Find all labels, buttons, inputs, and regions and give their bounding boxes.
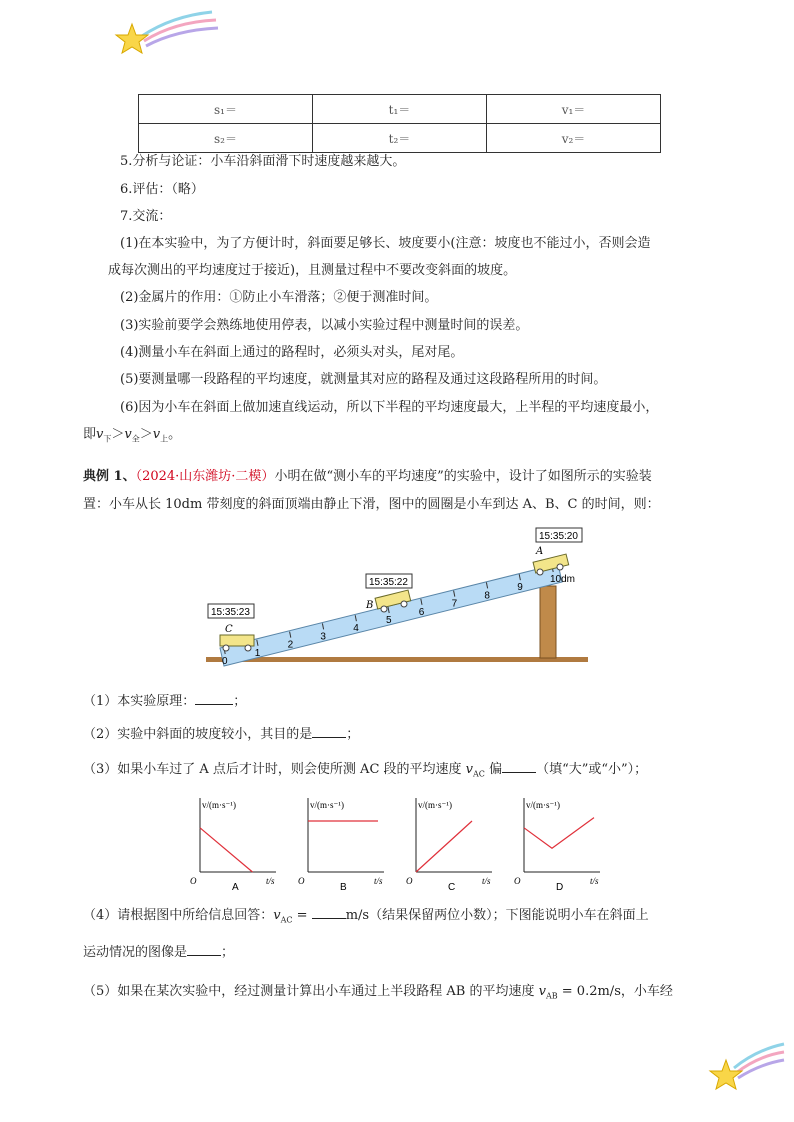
ruler-tick-label: 3: [320, 631, 326, 643]
table-cell: s₁＝: [139, 95, 313, 124]
graph-y-label: v/(m·s⁻¹): [202, 800, 236, 810]
ruler-tick-label: 4: [353, 623, 359, 635]
incline-figure: [200, 520, 600, 670]
graph-x-label: t/s: [482, 876, 491, 886]
question-4b: 运动情况的图像是 ；: [83, 945, 235, 960]
ruler-tick-label: 0: [222, 656, 228, 667]
point-3: (3)实验前要学会熟练地使用停表，以减小实验过程中测量时间的误差。: [120, 318, 529, 333]
table-row: [139, 124, 661, 153]
graph-origin: O: [190, 876, 197, 886]
step-5: 5.分析与论证：小车沿斜面滑下时速度越来越大。: [120, 154, 406, 169]
graph-option-label: C: [448, 882, 456, 893]
ruler-tick-label: 9: [517, 582, 523, 594]
graph-line: [200, 828, 253, 872]
graph-line: [416, 821, 472, 872]
ruler-tick-label: 1: [254, 647, 261, 659]
ruler-tick-label: 2: [287, 639, 294, 651]
question-1: （1）本实验原理： ；: [83, 694, 247, 709]
graph-option-label: A: [232, 882, 239, 893]
question-4a: （4）请根据图中所给信息回答：$v_{AC} = m/s$（结果保留两位小数）；下图能说明小车在斜面上: [83, 908, 649, 925]
example-line-2: 置：小车从长 10dm 带刻度的斜面顶端由静止下滑，图中的圆圈是小车到达 A、B、C 的时间，则：: [83, 497, 660, 512]
graph-option-label: B: [340, 882, 347, 893]
star-decoration-bottom: [706, 1028, 786, 1100]
table-cell: t₂＝: [313, 124, 487, 153]
example-source: （2024·山东潍坊·二模）: [135, 469, 275, 484]
answer-blank-1[interactable]: [195, 692, 233, 705]
table-cell: s₂＝: [139, 124, 313, 153]
answer-blank-2[interactable]: [312, 725, 346, 738]
answer-blank-3[interactable]: [502, 760, 536, 773]
graph-y-label: v/(m·s⁻¹): [526, 800, 560, 810]
support-block: [540, 586, 556, 658]
clock-a: 15:35:20: [539, 531, 578, 542]
question-2: （2）实验中斜面的坡度较小，其目的是 ；: [83, 727, 360, 742]
graph-origin: O: [406, 876, 413, 886]
vt-graphs: [190, 792, 610, 898]
graph-option-label: D: [556, 882, 564, 893]
label-b: B: [366, 600, 374, 611]
question-3: （3）如果小车过了 A 点后才计时，则会使所测 AC 段的平均速度 $v_{AC}$ 偏 （填“大”或“小”）；: [83, 762, 648, 779]
point-6-formula: 即$v_下>v_全>v_上$。: [83, 427, 182, 444]
example-label: 典例 1、: [83, 469, 136, 484]
table-cell: t₁＝: [313, 95, 487, 124]
graph-x-label: t/s: [590, 876, 599, 886]
table-cell: v₂＝: [487, 124, 661, 153]
label-c: C: [225, 624, 233, 635]
point-1a: (1)在本实验中，为了方便计时，斜面要足够长、坡度要小(注意：坡度也不能过小，否则会造: [120, 236, 651, 251]
point-2: (2)金属片的作用：①防止小车滑落；②便于测准时间。: [120, 290, 438, 305]
label-a: A: [536, 546, 544, 557]
ruler-tick-label: 6: [418, 606, 425, 618]
graph-x-label: t/s: [374, 876, 383, 886]
graph-y-label: v/(m·s⁻¹): [418, 800, 452, 810]
table-surface: [206, 657, 588, 662]
answer-blank-4a[interactable]: [312, 906, 346, 919]
data-table: [138, 94, 661, 153]
table-cell: v₁＝: [487, 95, 661, 124]
step-6: 6.评估：（略）: [120, 182, 204, 197]
graph-line: [524, 818, 594, 849]
ruler-tick-label: 8: [484, 590, 490, 602]
clock-b: 15:35:22: [369, 577, 408, 588]
table-row: [139, 95, 661, 124]
point-1b: 成每次测出的平均速度过于接近)，且测量过程中不要改变斜面的坡度。: [108, 263, 517, 278]
ruler-tick-label: 10dm: [550, 574, 576, 585]
answer-blank-4b[interactable]: [187, 943, 221, 956]
ruler-tick-label: 5: [386, 615, 392, 626]
point-4: (4)测量小车在斜面上通过的路程时，必须头对头，尾对尾。: [120, 345, 464, 360]
graph-x-label: t/s: [266, 876, 275, 886]
graph-origin: O: [298, 876, 305, 886]
graph-origin: O: [514, 876, 521, 886]
star-decoration-top: [112, 8, 232, 60]
ruler-tick-label: 7: [451, 598, 458, 610]
point-5: (5)要测量哪一段路程的平均速度，就测量其对应的路程及通过这段路程所用的时间。: [120, 372, 607, 387]
example-line-1: 典例 1、（2024·山东潍坊·二模）小明在做“测小车的平均速度”的实验中，设计了如图所示的实验装: [83, 469, 652, 484]
point-6: (6)因为小车在斜面上做加速直线运动，所以下半程的平均速度最大，上半程的平均速度最小，: [120, 400, 659, 415]
step-7: 7.交流：: [120, 209, 172, 224]
graph-y-label: v/(m·s⁻¹): [310, 800, 344, 810]
question-5: （5）如果在某次实验中，经过测量计算出小车通过上半段路程 AB 的平均速度 $v_{AB} = 0.2m/s$，小车经: [83, 984, 673, 1001]
clock-c: 15:35:23: [211, 607, 250, 618]
